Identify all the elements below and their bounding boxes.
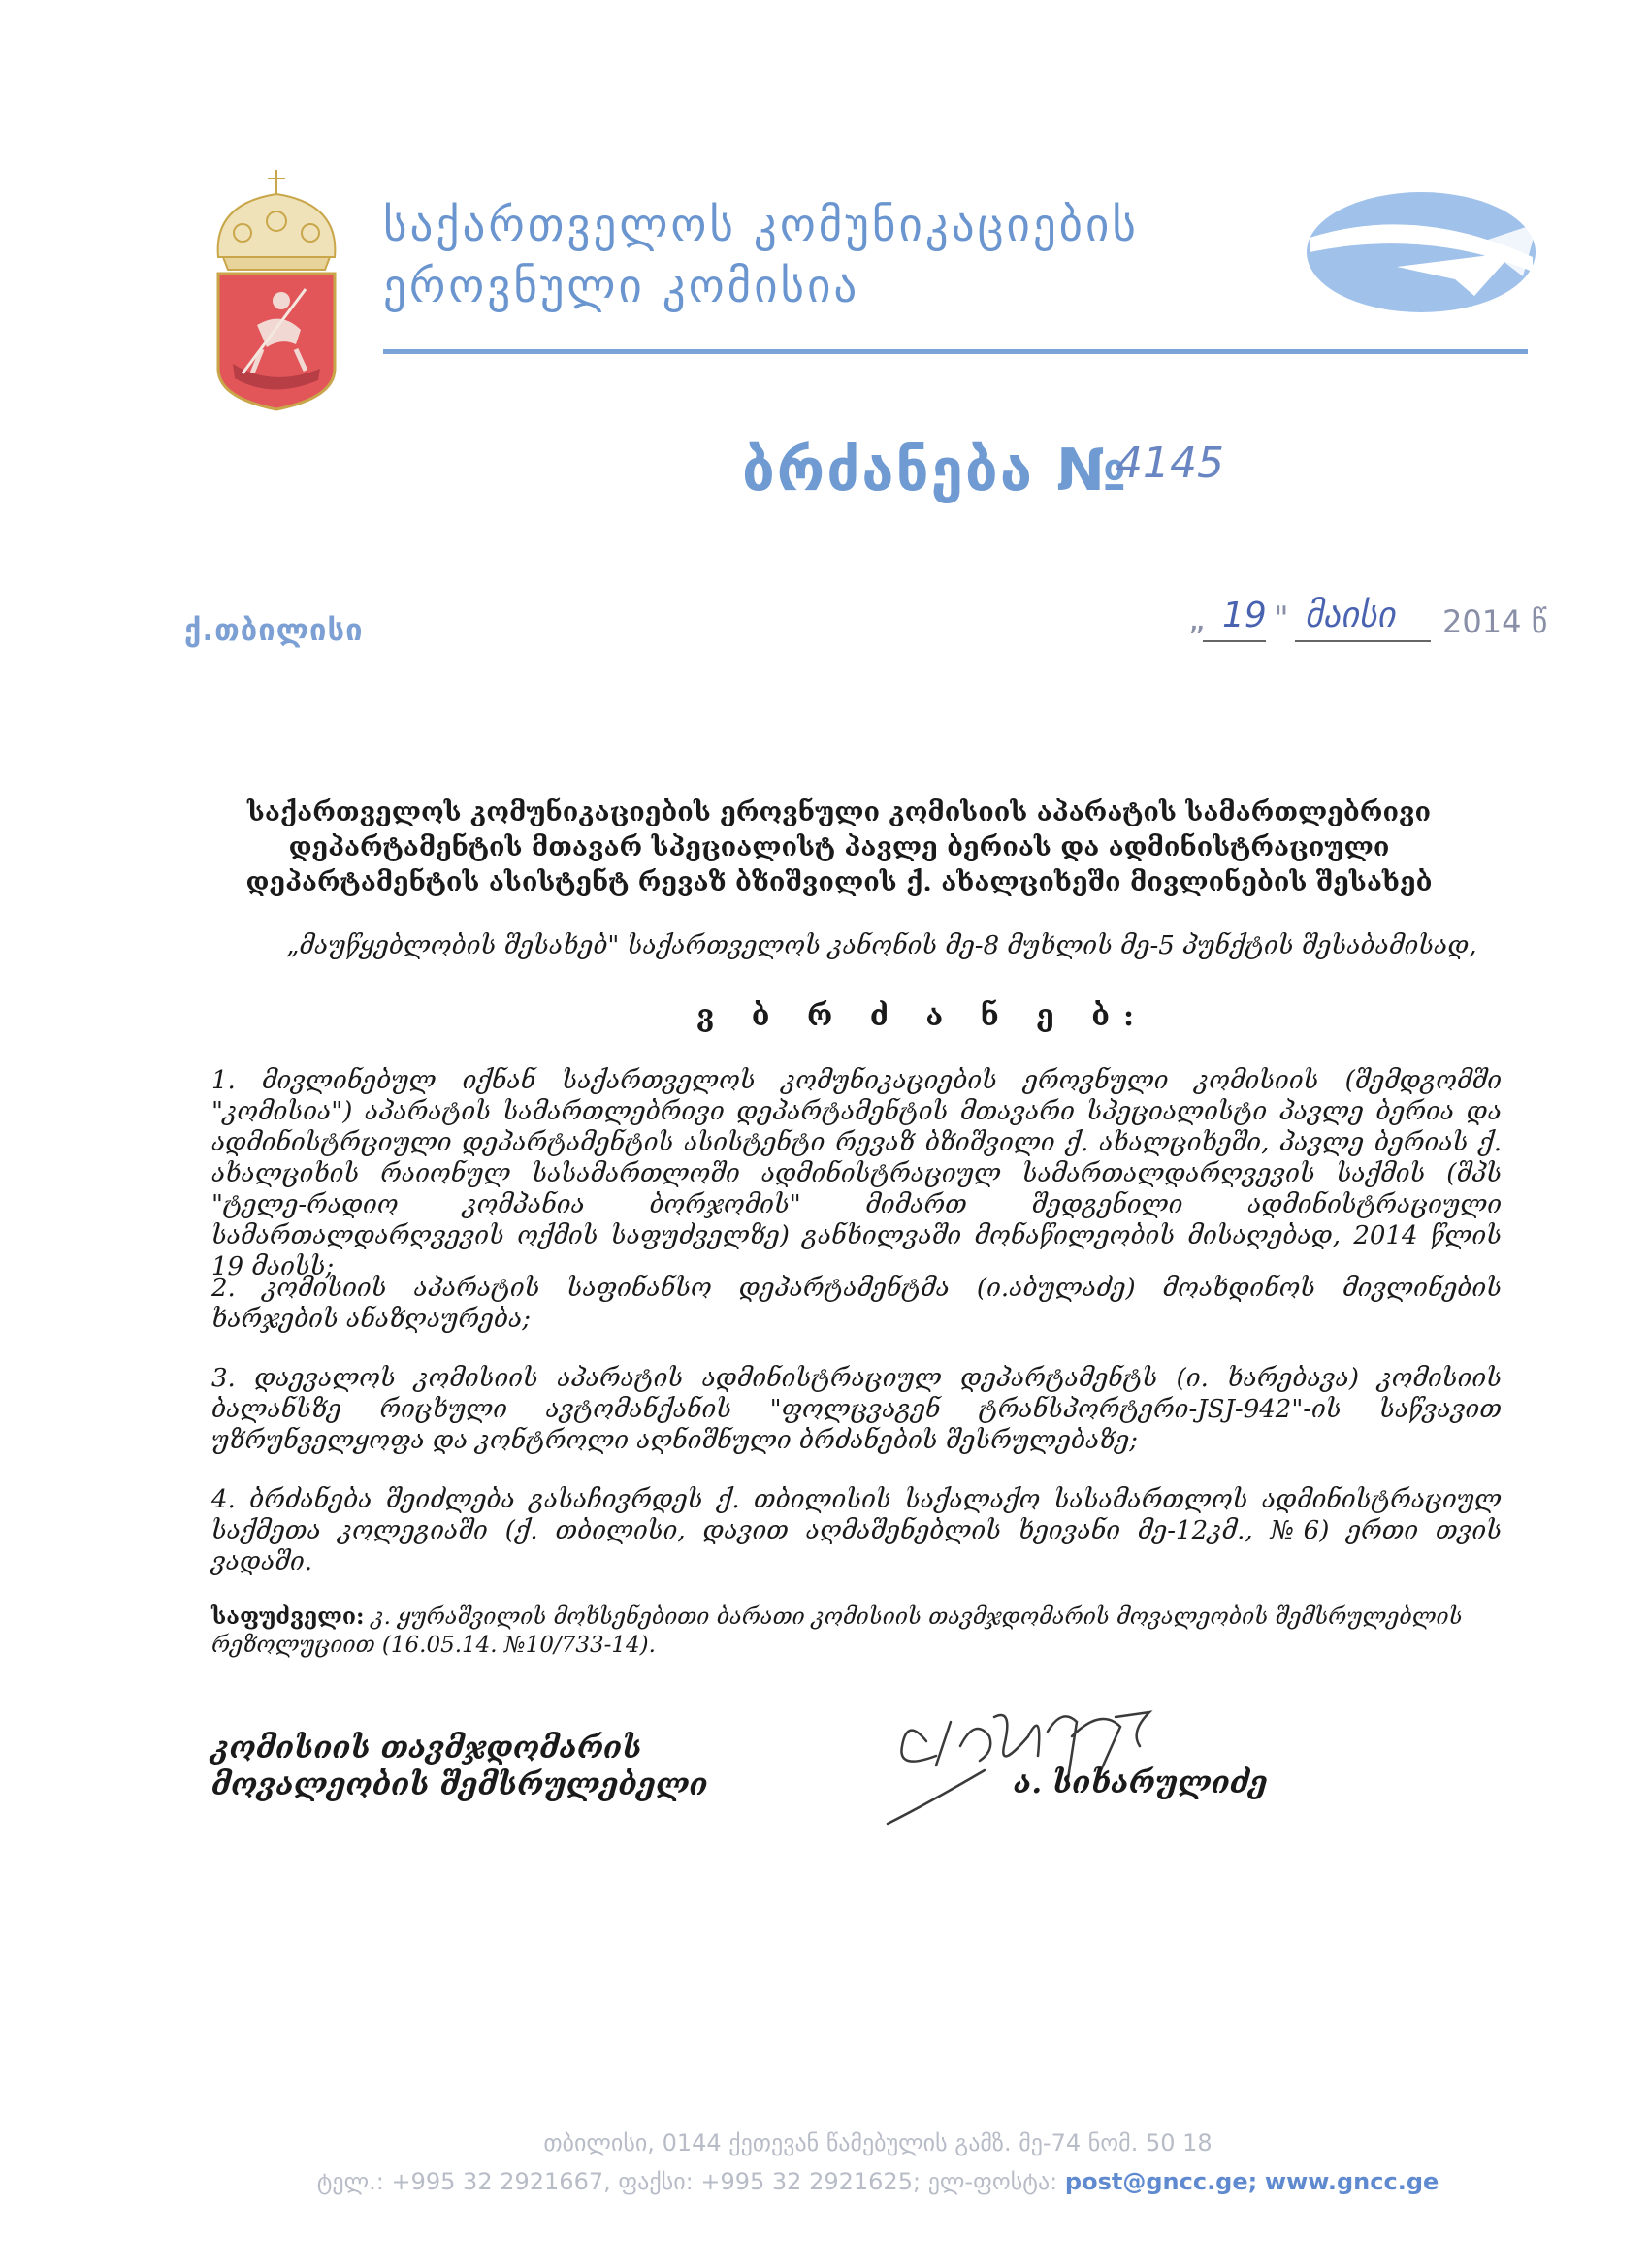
email-label: ელ-ფოსტა: [927,2168,1058,2195]
city-label: ქ.თბილისი [184,613,364,648]
orders-heading: ვ ბ რ ძ ა ნ ე ბ: [696,999,1148,1033]
order-paragraph-4: 4. ბრძანება შეიძლება გასაჩივრდეს ქ. თბილისის საქალაქო სასამართლოს ადმინისტრაციულ საქმეთა კოლეგიაში (ქ. თბილისი, დავით აღმაშენებლის ხეივანი მე-12კმ., №6) ერთი თვის ვადაში. [211,1485,1502,1576]
order-title: ბრძანება № [742,437,1129,504]
order-number: 4145 [1116,438,1224,488]
footer-contacts [242,2168,1513,2195]
subject-line: დეპარტამენტის ასისტენტ რევაზ ბზიშვილის ქ. ახალციხეში მივლინების შესახებ [245,867,1433,897]
fax-label: ფაქსი: [618,2168,694,2195]
handwritten-signature [868,1678,1256,1833]
order-paragraph-1: 1. მივლინებულ იქნან საქართველოს კომუნიკაციების ეროვნული კომისიის (შემდგომში "კომისია") აპარატის სამართლებრივი დეპარტამენტის მთავარი სპეციალისტი პავლე ბერია და ადმინისტრციული დეპარტამენტის ასისტენტი რევაზ ბზიშვილი ქ. ახალციხეში, პავლე ბერიას ქ. ახალციხის რაიონულ სასამართლოში ადმინისტრაციულ სამართალდარღვევის საქმის (შპს "ტელე-რადიო კომპანია ბორჯომის" მიმართ შედგენილი ადმინისტრაციული სამართალდარღვევის ოქმის საფუძველზე) განხილვაში მონაწილეობის მისაღებად, 2014 წლის 19 მაისს; [211,1066,1502,1281]
order-subject [213,795,1465,900]
email-link[interactable]: post@gncc.ge; [1064,2168,1258,2195]
subject-line: დეპარტამენტის მთავარ სპეციალისტ პავლე ბერიას და ადმინისტრაციული [288,832,1390,862]
organization-name-line2: ეროვნული კომისია [383,260,860,313]
date-month-underline [1295,640,1431,642]
signatory-title-line2: მოვალეობის შემსრულებელი [211,1767,708,1802]
legal-basis: „მაუწყებლობის შესახებ" საქართველოს კანონის მე-8 მუხლის მე-5 პუნქტის შესაბამისად, [286,931,1477,960]
footer-address: თბილისი, 0144 ქეთევან წამებულის გამზ. მე-74 ნომ. 50 18 [543,2129,1212,2156]
basis-text: კ. ყურაშვილის მოხსენებითი ბარათი კომისიის თავმჯდომარის მოვალეობის შემსრულებლის რეზოლუციით (16.05.14. №10/733-14). [211,1604,1463,1658]
organization-name-line1: საქართველოს კომუნიკაციების [383,199,1139,252]
subject-line: საქართველოს კომუნიკაციების ეროვნული კომისიის აპარატის სამართლებრივი [246,797,1432,827]
header-divider [383,349,1528,354]
order-paragraph-3: 3. დაევალოს კომისიის აპარატის ადმინისტრაციულ დეპარტამენტს (ი. ხარებავა) კომისიის ბალანსზე რიცხული ავტომანქანის "ფოლცვაგენ ტრანსპორტერი-JSJ-942"-ის საწვავით უზრუნველყოფა და კონტროლი აღნიშნული ბრძანების შესრულებაზე; [211,1364,1502,1455]
phone-number: +995 32 2921667, [391,2168,611,2195]
document-date [1188,596,1548,648]
basis-label: საფუძველი: [211,1604,365,1630]
date-day: 19 [1222,596,1267,635]
signatory-title [211,1730,708,1803]
date-day-underline [1203,640,1266,642]
date-month: მაისი [1305,596,1396,635]
signatory-name: ა. სიხარულიძე [1014,1766,1268,1800]
gncc-logo-icon [1300,184,1542,320]
phone-label: ტელ.: [316,2168,384,2195]
date-close-quote: " [1274,599,1289,638]
order-paragraph-2: 2. კომისიის აპარატის საფინანსო დეპარტამენტმა (ი.აბულაძე) მოახდინოს მივლინების ხარჯების ანაზღაურება; [211,1274,1502,1334]
website-link[interactable]: www.gncc.ge [1264,2168,1439,2195]
fax-number: +995 32 2921625; [700,2168,922,2195]
coat-of-arms-icon [204,165,349,412]
date-open-quote: „ [1188,599,1206,638]
date-year: 2014 წ [1442,603,1548,640]
signatory-title-line1: კომისიის თავმჯდომარის [211,1731,642,1766]
basis-note [211,1603,1502,1660]
